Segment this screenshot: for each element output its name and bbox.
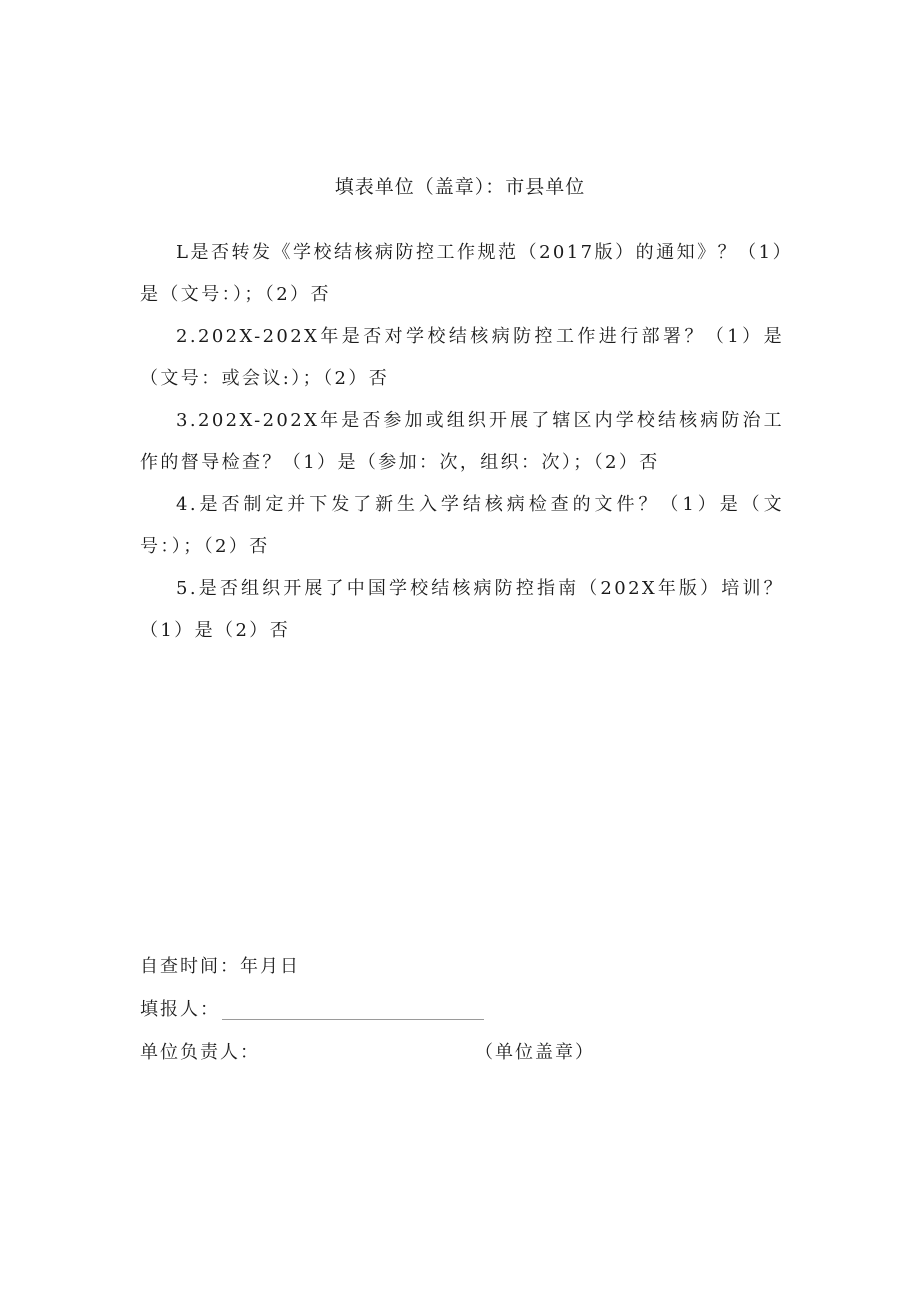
unit-head-row [140, 1038, 740, 1081]
question-2: 2.202X-202X年是否对学校结核病防控工作进行部署？（1）是（文号：或会议:）；（2）否 [140, 326, 784, 389]
check-time-label: 自查时间：年月日 [140, 956, 300, 977]
unit-stamp-label: （单位盖章） [475, 1042, 595, 1063]
question-1: L是否转发《学校结核病防控工作规范（2017版）的通知》？（1）是（文号：）；（2）否 [140, 242, 784, 305]
unit-head-label: 单位负责人： [140, 1042, 260, 1063]
reporter-label: 填报人： [140, 999, 220, 1020]
reporter-row [140, 995, 740, 1038]
question-3: 3.202X-202X年是否参加或组织开展了辖区内学校结核病防治工作的督导检查？（1）是（参加：次，组织：次）；（2）否 [140, 410, 784, 473]
page-title: 填表单位（盖章）：市县单位 [334, 176, 586, 198]
question-4: 4.是否制定并下发了新生入学结核病检查的文件？（1）是（文号：）；（2）否 [140, 494, 784, 557]
signature-block [140, 952, 740, 1081]
question-5: 5.是否组织开展了中国学校结核病防控指南（202X年版）培训？（1）是（2）否 [140, 578, 784, 641]
reporter-fill-line [222, 1019, 484, 1020]
check-time-row [140, 952, 740, 995]
question-list [140, 232, 784, 652]
